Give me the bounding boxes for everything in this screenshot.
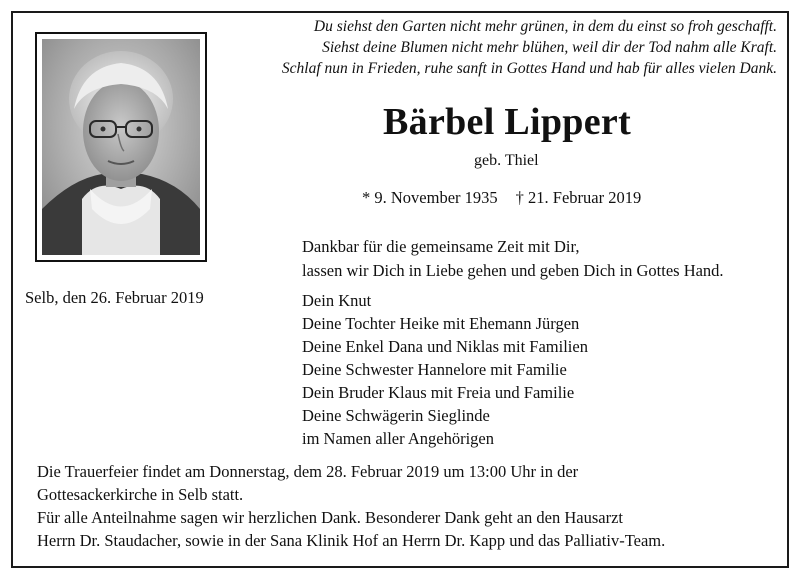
- place-and-date: Selb, den 26. Februar 2019: [25, 288, 204, 307]
- mourner-entry: Dein Bruder Klaus mit Freia und Familie: [302, 383, 575, 402]
- portrait-image: [42, 39, 200, 255]
- deceased-name: Bärbel Lippert: [383, 101, 632, 143]
- memorial-poem: [237, 16, 777, 79]
- mourner-entry: Deine Enkel Dana und Niklas mit Familien: [302, 337, 588, 356]
- farewell-line: Dankbar für die gemeinsame Zeit mit Dir,: [302, 237, 580, 256]
- life-dates: [362, 187, 641, 209]
- mourner-entry: Deine Schwägerin Sieglinde: [302, 406, 490, 425]
- notice-line: Für alle Anteilnahme sagen wir herzlichen Dank. Besonderer Dank geht an den Hausarzt: [37, 508, 623, 527]
- birth-date: * 9. November 1935: [362, 188, 498, 207]
- poem-line: Siehst deine Blumen nicht mehr blühen, weil dir der Tod nahm alle Kraft.: [322, 39, 777, 56]
- mourner-entry: Deine Schwester Hannelore mit Familie: [302, 360, 567, 379]
- farewell-line: lassen wir Dich in Liebe gehen und geben Dich in Gottes Hand.: [302, 261, 724, 280]
- mourner-entry: im Namen aller Angehörigen: [302, 429, 494, 448]
- mourners-list: [302, 289, 588, 450]
- farewell-text: [302, 235, 724, 283]
- poem-line: Schlaf nun in Frieden, ruhe sanft in Gottes Hand und hab für alles vielen Dank.: [281, 60, 777, 77]
- mourner-entry: Deine Tochter Heike mit Ehemann Jürgen: [302, 314, 580, 333]
- poem-line: Du siehst den Garten nicht mehr grünen, in dem du einst so froh geschafft.: [313, 18, 777, 35]
- notice-line: Gottesackerkirche in Selb statt.: [37, 485, 244, 504]
- mourner-entry: Dein Knut: [302, 291, 372, 310]
- notice-line: Die Trauerfeier findet am Donnerstag, dem 28. Februar 2019 um 13:00 Uhr in der: [37, 462, 579, 481]
- funeral-notice: [37, 460, 665, 552]
- notice-line: Herrn Dr. Staudacher, sowie in der Sana Klinik Hof an Herrn Dr. Kapp und das Palliativ-Team.: [37, 531, 666, 550]
- death-date: † 21. Februar 2019: [515, 188, 642, 207]
- portrait-photo: [35, 32, 207, 262]
- maiden-name: geb. Thiel: [474, 152, 539, 169]
